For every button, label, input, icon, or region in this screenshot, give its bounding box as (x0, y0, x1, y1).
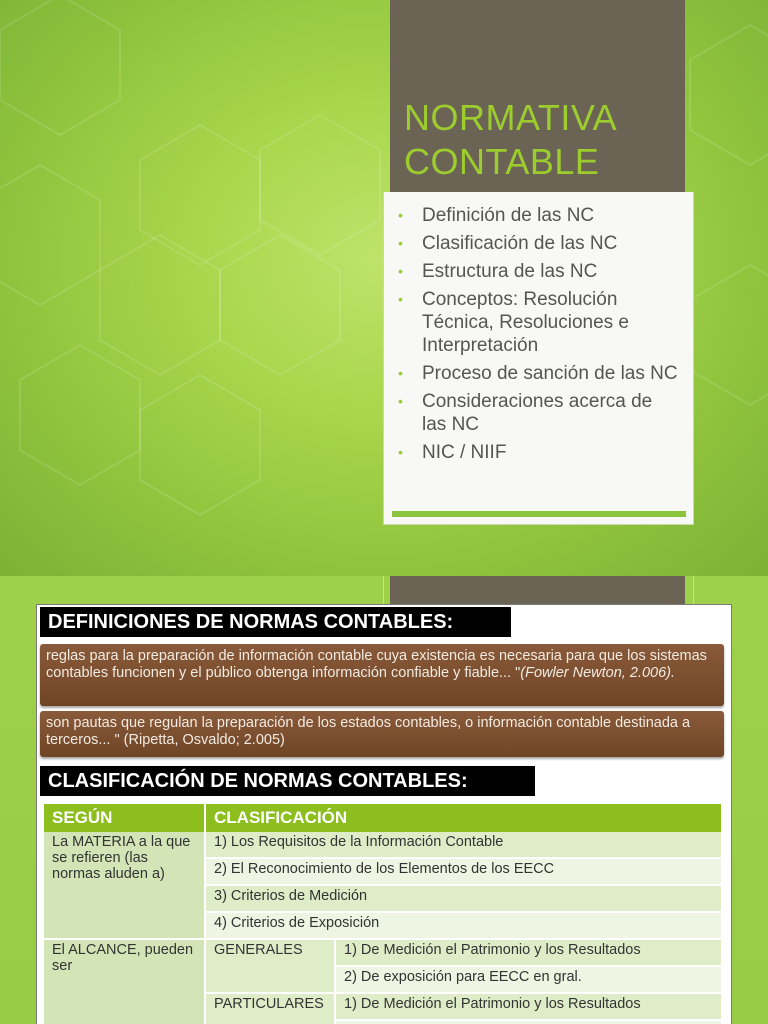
definiciones-heading: DEFINICIONES DE NORMAS CONTABLES: (40, 607, 511, 637)
table-cell: 4) Criterios de Exposición (206, 913, 723, 940)
definition-citation: (Fowler Newton, 2.006). (520, 665, 676, 681)
table-cell: 2) El Reconocimiento de los Elementos de los EECC (206, 859, 723, 886)
table-cell: 3) Criterios de Medición (206, 886, 723, 913)
table-row (44, 832, 723, 859)
content-panel (383, 192, 694, 525)
bullet-dot-icon: • (398, 365, 403, 381)
particulares-cell: PARTICULARES (206, 994, 336, 1024)
bullet-item: • Proceso de sanción de las NC (398, 363, 678, 384)
bullet-item: • Consideraciones acerca de las NC (398, 391, 653, 435)
bullet-item: • Clasificación de las NC (398, 233, 618, 254)
definition-box-1 (40, 644, 724, 706)
slide-2 (0, 576, 768, 1024)
generales-cell: GENERALES (206, 940, 336, 994)
classification-table (44, 804, 723, 1024)
table-cell: 2) De exposición para EECC en gral. (336, 967, 723, 994)
bullet-item: • Conceptos: Resolución Técnica, Resoluciones e Interpretación (398, 289, 629, 356)
bullet-list (384, 192, 693, 464)
bullet-item: • Estructura de las NC (398, 261, 598, 282)
column-header-clasificacion: CLASIFICACIÓN (206, 804, 723, 832)
definition-text: son pautas que regulan la preparación de los estados contables, o información contable destinada a terceros... " (Ripetta, Osvaldo; 2.005) (46, 715, 691, 748)
table-header-row (44, 804, 723, 832)
table-row (44, 940, 723, 967)
bullet-dot-icon: • (398, 207, 403, 223)
title-box (390, 0, 685, 192)
table-cell: 1) De Medición el Patrimonio y los Resultados (336, 940, 723, 967)
column-header-segun: SEGÚN (44, 804, 206, 832)
table-cell: 1) Los Requisitos de la Información Contable (206, 832, 723, 859)
table-cell: 1) De Medición el Patrimonio y los Resultados (336, 994, 723, 1021)
bullet-dot-icon: • (398, 235, 403, 251)
bullet-dot-icon: • (398, 263, 403, 279)
bullet-dot-icon: • (398, 291, 403, 307)
bullet-item: • NIC / NIIF (398, 442, 507, 463)
clasificacion-heading: CLASIFICACIÓN DE NORMAS CONTABLES: (40, 766, 535, 796)
bullet-dot-icon: • (398, 393, 403, 409)
materia-cell: La MATERIA a la que se refieren (las normas aluden a) (44, 832, 206, 940)
alcance-cell: El ALCANCE, pueden ser (44, 940, 206, 1024)
bullet-dot-icon: • (398, 444, 403, 460)
accent-bar (392, 511, 686, 517)
bullet-item: • Definición de las NC (398, 205, 595, 226)
definition-text: reglas para la preparación de información contable cuya existencia es necesaria para que los sistemas contables funcionen y el público obtenga información confiable y fiable... " (46, 648, 707, 681)
definition-box-2 (40, 711, 724, 757)
slide-title: NORMATIVA CONTABLE (404, 97, 616, 182)
